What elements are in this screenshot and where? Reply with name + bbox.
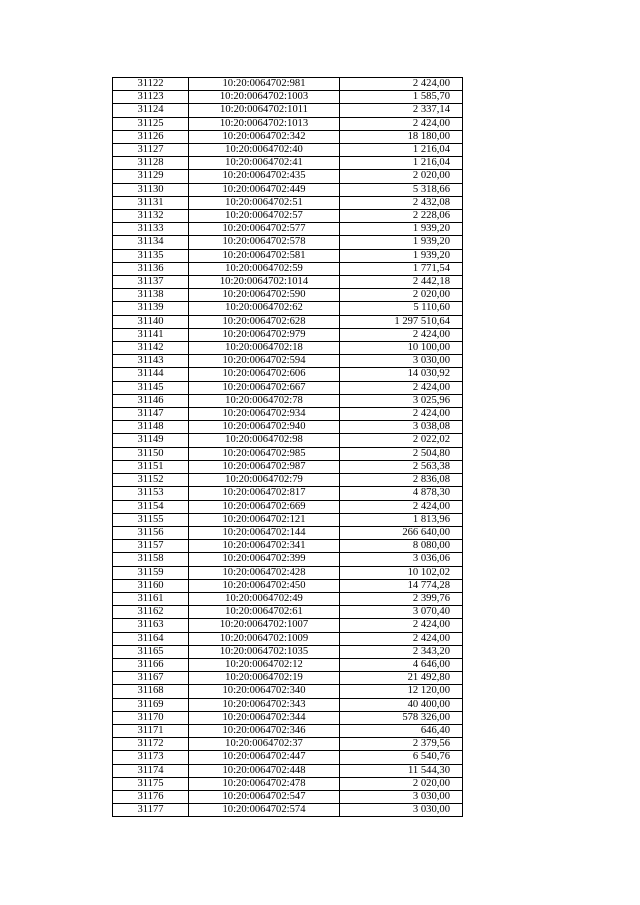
value-cell: 1 216,04 <box>340 144 463 157</box>
table-row <box>113 460 463 473</box>
value-cell: 10 102,02 <box>340 566 463 579</box>
cadastral-number-cell: 10:20:0064702:1013 <box>189 117 340 130</box>
row-number-cell: 31155 <box>113 513 189 526</box>
table-row <box>113 355 463 368</box>
cadastral-number-cell: 10:20:0064702:1009 <box>189 632 340 645</box>
row-number-cell: 31170 <box>113 711 189 724</box>
row-number-cell: 31144 <box>113 368 189 381</box>
value-cell: 1 585,70 <box>340 91 463 104</box>
table-row <box>113 302 463 315</box>
table-row <box>113 658 463 671</box>
table-row <box>113 236 463 249</box>
cadastral-number-cell: 10:20:0064702:581 <box>189 249 340 262</box>
row-number-cell: 31134 <box>113 236 189 249</box>
row-number-cell: 31163 <box>113 619 189 632</box>
table-row <box>113 724 463 737</box>
cadastral-number-cell: 10:20:0064702:669 <box>189 500 340 513</box>
table-row <box>113 487 463 500</box>
value-cell: 1 939,20 <box>340 249 463 262</box>
cadastral-number-cell: 10:20:0064702:1007 <box>189 619 340 632</box>
cadastral-number-cell: 10:20:0064702:594 <box>189 355 340 368</box>
table-row <box>113 553 463 566</box>
table-row <box>113 249 463 262</box>
table-row <box>113 262 463 275</box>
value-cell: 2 424,00 <box>340 500 463 513</box>
value-cell: 2 379,56 <box>340 738 463 751</box>
table-row <box>113 579 463 592</box>
value-cell: 2 337,14 <box>340 104 463 117</box>
row-number-cell: 31136 <box>113 262 189 275</box>
table-row <box>113 540 463 553</box>
value-cell: 3 038,08 <box>340 421 463 434</box>
table-row <box>113 157 463 170</box>
value-cell: 1 771,54 <box>340 262 463 275</box>
value-cell: 2 424,00 <box>340 78 463 91</box>
cadastral-number-cell: 10:20:0064702:628 <box>189 315 340 328</box>
table-row <box>113 645 463 658</box>
row-number-cell: 31149 <box>113 434 189 447</box>
row-number-cell: 31123 <box>113 91 189 104</box>
cadastral-number-cell: 10:20:0064702:98 <box>189 434 340 447</box>
cadastral-number-cell: 10:20:0064702:940 <box>189 421 340 434</box>
table-row <box>113 738 463 751</box>
row-number-cell: 31125 <box>113 117 189 130</box>
table-row <box>113 315 463 328</box>
cadastral-number-cell: 10:20:0064702:985 <box>189 447 340 460</box>
row-number-cell: 31148 <box>113 421 189 434</box>
value-cell: 1 939,20 <box>340 223 463 236</box>
table-row <box>113 394 463 407</box>
cadastral-number-cell: 10:20:0064702:1035 <box>189 645 340 658</box>
cadastral-number-cell: 10:20:0064702:1003 <box>189 91 340 104</box>
row-number-cell: 31156 <box>113 526 189 539</box>
value-cell: 1 297 510,64 <box>340 315 463 328</box>
table-row <box>113 183 463 196</box>
table-row <box>113 117 463 130</box>
table-row <box>113 104 463 117</box>
value-cell: 2 228,06 <box>340 210 463 223</box>
row-number-cell: 31162 <box>113 606 189 619</box>
cadastral-number-cell: 10:20:0064702:1014 <box>189 276 340 289</box>
value-cell: 2 836,08 <box>340 474 463 487</box>
table-row <box>113 447 463 460</box>
cadastral-number-cell: 10:20:0064702:981 <box>189 78 340 91</box>
row-number-cell: 31159 <box>113 566 189 579</box>
row-number-cell: 31172 <box>113 738 189 751</box>
table-row <box>113 368 463 381</box>
row-number-cell: 31122 <box>113 78 189 91</box>
row-number-cell: 31164 <box>113 632 189 645</box>
value-cell: 12 120,00 <box>340 685 463 698</box>
value-cell: 14 030,92 <box>340 368 463 381</box>
cadastral-number-cell: 10:20:0064702:37 <box>189 738 340 751</box>
value-cell: 8 080,00 <box>340 540 463 553</box>
row-number-cell: 31143 <box>113 355 189 368</box>
row-number-cell: 31129 <box>113 170 189 183</box>
table-row <box>113 144 463 157</box>
row-number-cell: 31128 <box>113 157 189 170</box>
value-cell: 4 646,00 <box>340 658 463 671</box>
table-row <box>113 210 463 223</box>
value-cell: 3 070,40 <box>340 606 463 619</box>
row-number-cell: 31133 <box>113 223 189 236</box>
value-cell: 2 343,20 <box>340 645 463 658</box>
cadastral-number-cell: 10:20:0064702:59 <box>189 262 340 275</box>
cadastral-number-cell: 10:20:0064702:447 <box>189 751 340 764</box>
cadastral-number-cell: 10:20:0064702:40 <box>189 144 340 157</box>
value-cell: 2 020,00 <box>340 170 463 183</box>
table-row <box>113 513 463 526</box>
table-row <box>113 223 463 236</box>
table-row <box>113 170 463 183</box>
table-row <box>113 711 463 724</box>
cadastral-number-cell: 10:20:0064702:817 <box>189 487 340 500</box>
row-number-cell: 31151 <box>113 460 189 473</box>
cadastral-number-cell: 10:20:0064702:578 <box>189 236 340 249</box>
value-cell: 40 400,00 <box>340 698 463 711</box>
row-number-cell: 31160 <box>113 579 189 592</box>
value-cell: 18 180,00 <box>340 130 463 143</box>
table-row <box>113 790 463 803</box>
value-cell: 11 544,30 <box>340 764 463 777</box>
value-cell: 2 442,18 <box>340 276 463 289</box>
row-number-cell: 31126 <box>113 130 189 143</box>
cadastral-number-cell: 10:20:0064702:49 <box>189 592 340 605</box>
table-row <box>113 434 463 447</box>
cadastral-number-cell: 10:20:0064702:144 <box>189 526 340 539</box>
cadastral-number-cell: 10:20:0064702:12 <box>189 658 340 671</box>
row-number-cell: 31145 <box>113 381 189 394</box>
value-cell: 2 424,00 <box>340 328 463 341</box>
row-number-cell: 31127 <box>113 144 189 157</box>
row-number-cell: 31175 <box>113 777 189 790</box>
table-row <box>113 566 463 579</box>
table-row <box>113 474 463 487</box>
row-number-cell: 31141 <box>113 328 189 341</box>
row-number-cell: 31131 <box>113 196 189 209</box>
cadastral-number-cell: 10:20:0064702:346 <box>189 724 340 737</box>
cadastral-number-cell: 10:20:0064702:449 <box>189 183 340 196</box>
cadastral-number-cell: 10:20:0064702:78 <box>189 394 340 407</box>
value-cell: 2 432,08 <box>340 196 463 209</box>
table-row <box>113 764 463 777</box>
cadastral-number-cell: 10:20:0064702:448 <box>189 764 340 777</box>
value-cell: 2 424,00 <box>340 632 463 645</box>
value-cell: 2 020,00 <box>340 289 463 302</box>
table-row <box>113 78 463 91</box>
row-number-cell: 31150 <box>113 447 189 460</box>
value-cell: 578 326,00 <box>340 711 463 724</box>
cadastral-number-cell: 10:20:0064702:590 <box>189 289 340 302</box>
table-row <box>113 632 463 645</box>
value-cell: 21 492,80 <box>340 672 463 685</box>
cadastral-number-cell: 10:20:0064702:577 <box>189 223 340 236</box>
cadastral-number-cell: 10:20:0064702:41 <box>189 157 340 170</box>
cadastral-number-cell: 10:20:0064702:1011 <box>189 104 340 117</box>
row-number-cell: 31130 <box>113 183 189 196</box>
value-cell: 3 030,00 <box>340 804 463 817</box>
row-number-cell: 31165 <box>113 645 189 658</box>
value-cell: 3 036,06 <box>340 553 463 566</box>
value-cell: 2 424,00 <box>340 619 463 632</box>
table-row <box>113 500 463 513</box>
row-number-cell: 31157 <box>113 540 189 553</box>
table-row <box>113 276 463 289</box>
row-number-cell: 31140 <box>113 315 189 328</box>
row-number-cell: 31158 <box>113 553 189 566</box>
row-number-cell: 31146 <box>113 394 189 407</box>
table-row <box>113 328 463 341</box>
cadastral-number-cell: 10:20:0064702:478 <box>189 777 340 790</box>
value-cell: 1 216,04 <box>340 157 463 170</box>
cadastral-number-cell: 10:20:0064702:934 <box>189 408 340 421</box>
cadastral-number-cell: 10:20:0064702:79 <box>189 474 340 487</box>
cadastral-number-cell: 10:20:0064702:574 <box>189 804 340 817</box>
value-cell: 2 424,00 <box>340 381 463 394</box>
cadastral-number-cell: 10:20:0064702:606 <box>189 368 340 381</box>
value-cell: 10 100,00 <box>340 342 463 355</box>
table-row <box>113 804 463 817</box>
value-cell: 2 399,76 <box>340 592 463 605</box>
table-row <box>113 342 463 355</box>
table-row <box>113 421 463 434</box>
table-body <box>113 78 463 817</box>
cadastral-number-cell: 10:20:0064702:667 <box>189 381 340 394</box>
cadastral-number-cell: 10:20:0064702:987 <box>189 460 340 473</box>
value-cell: 6 540,76 <box>340 751 463 764</box>
table-row <box>113 130 463 143</box>
cadastral-number-cell: 10:20:0064702:18 <box>189 342 340 355</box>
table-row <box>113 592 463 605</box>
table-row <box>113 91 463 104</box>
row-number-cell: 31167 <box>113 672 189 685</box>
cadastral-number-cell: 10:20:0064702:51 <box>189 196 340 209</box>
row-number-cell: 31124 <box>113 104 189 117</box>
table-row <box>113 289 463 302</box>
row-number-cell: 31147 <box>113 408 189 421</box>
value-cell: 5 318,66 <box>340 183 463 196</box>
cadastral-number-cell: 10:20:0064702:121 <box>189 513 340 526</box>
value-cell: 3 030,00 <box>340 355 463 368</box>
cadastral-number-cell: 10:20:0064702:61 <box>189 606 340 619</box>
cadastral-number-cell: 10:20:0064702:428 <box>189 566 340 579</box>
value-cell: 2 424,00 <box>340 408 463 421</box>
table-row <box>113 408 463 421</box>
value-cell: 2 424,00 <box>340 117 463 130</box>
value-cell: 1 939,20 <box>340 236 463 249</box>
table-row <box>113 777 463 790</box>
cadastral-number-cell: 10:20:0064702:399 <box>189 553 340 566</box>
row-number-cell: 31176 <box>113 790 189 803</box>
table-row <box>113 672 463 685</box>
value-cell: 646,40 <box>340 724 463 737</box>
table-row <box>113 698 463 711</box>
cadastral-number-cell: 10:20:0064702:435 <box>189 170 340 183</box>
table-row <box>113 685 463 698</box>
row-number-cell: 31171 <box>113 724 189 737</box>
row-number-cell: 31139 <box>113 302 189 315</box>
value-cell: 5 110,60 <box>340 302 463 315</box>
cadastral-number-cell: 10:20:0064702:344 <box>189 711 340 724</box>
cadastral-number-cell: 10:20:0064702:342 <box>189 130 340 143</box>
table-row <box>113 751 463 764</box>
table-row <box>113 606 463 619</box>
row-number-cell: 31142 <box>113 342 189 355</box>
row-number-cell: 31168 <box>113 685 189 698</box>
cadastral-number-cell: 10:20:0064702:341 <box>189 540 340 553</box>
cadastral-number-cell: 10:20:0064702:62 <box>189 302 340 315</box>
cadastral-number-cell: 10:20:0064702:979 <box>189 328 340 341</box>
row-number-cell: 31177 <box>113 804 189 817</box>
row-number-cell: 31166 <box>113 658 189 671</box>
row-number-cell: 31153 <box>113 487 189 500</box>
value-cell: 1 813,96 <box>340 513 463 526</box>
cadastral-number-cell: 10:20:0064702:343 <box>189 698 340 711</box>
row-number-cell: 31169 <box>113 698 189 711</box>
row-number-cell: 31138 <box>113 289 189 302</box>
table-row <box>113 381 463 394</box>
cadastral-number-cell: 10:20:0064702:450 <box>189 579 340 592</box>
cadastral-number-cell: 10:20:0064702:547 <box>189 790 340 803</box>
table-row <box>113 196 463 209</box>
value-cell: 2 504,80 <box>340 447 463 460</box>
table-row <box>113 619 463 632</box>
value-cell: 3 030,00 <box>340 790 463 803</box>
row-number-cell: 31137 <box>113 276 189 289</box>
row-number-cell: 31174 <box>113 764 189 777</box>
value-cell: 2 563,38 <box>340 460 463 473</box>
row-number-cell: 31154 <box>113 500 189 513</box>
row-number-cell: 31152 <box>113 474 189 487</box>
row-number-cell: 31135 <box>113 249 189 262</box>
cadastral-number-cell: 10:20:0064702:57 <box>189 210 340 223</box>
table-row <box>113 526 463 539</box>
value-cell: 14 774,28 <box>340 579 463 592</box>
value-cell: 2 020,00 <box>340 777 463 790</box>
cadastral-number-cell: 10:20:0064702:19 <box>189 672 340 685</box>
value-cell: 3 025,96 <box>340 394 463 407</box>
cadastral-value-table <box>112 77 463 817</box>
value-cell: 4 878,30 <box>340 487 463 500</box>
value-cell: 266 640,00 <box>340 526 463 539</box>
value-cell: 2 022,02 <box>340 434 463 447</box>
cadastral-number-cell: 10:20:0064702:340 <box>189 685 340 698</box>
row-number-cell: 31132 <box>113 210 189 223</box>
row-number-cell: 31173 <box>113 751 189 764</box>
row-number-cell: 31161 <box>113 592 189 605</box>
